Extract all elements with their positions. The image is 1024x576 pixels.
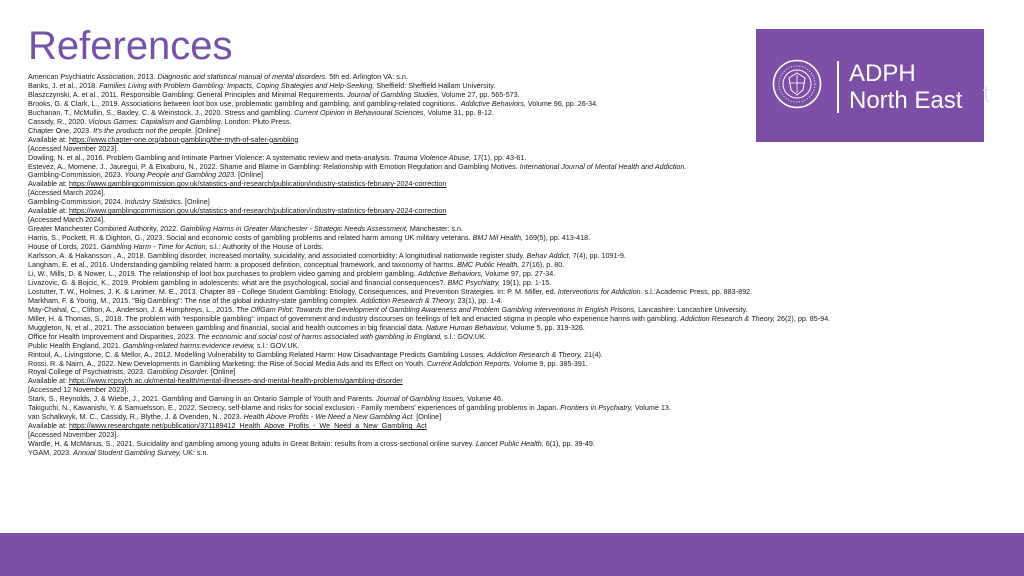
reference-text: Dowling, N. et al., 2016. Problem Gambling and Intimate Partner Violence: A systematic review and meta-analysis. <box>28 152 394 162</box>
footer-bar <box>0 533 1024 576</box>
reference-source-title: Journal of Gambling Studies, <box>347 89 440 99</box>
reference-text: [Online] <box>208 367 236 377</box>
reference-entry <box>28 136 968 145</box>
reference-link[interactable]: https://www.researchgate.net/publication/371189412_Health_Above_Profits_-_We_Need_a_New_Gambling_Act <box>69 421 427 431</box>
reference-text: Takiguchi, N., Kawanishi, Y. & Samuelsson, E., 2022. Secrecy, self-blame and risks for social exclusion - Family members' experiences of gambling problems in Japan. <box>28 403 561 413</box>
reference-entry <box>28 207 968 216</box>
reference-source-title: It's the products not the people. <box>93 125 194 135</box>
reference-text: [Online] <box>183 197 210 207</box>
reference-text: Gambling-Commission, 2024. <box>28 197 125 207</box>
reference-text: Royal College of Psychiatrists, 2023. <box>28 367 148 377</box>
reference-text: Volume 46. <box>465 394 504 404</box>
reference-text: Available at: <box>28 421 70 431</box>
reference-text: 7(4), pp. 1091-9. <box>570 251 626 261</box>
reference-source-title: BMC Public Health, <box>457 260 520 270</box>
reference-text: s.l.:Academic Press, pp. 883-892. <box>642 286 753 296</box>
reference-text: [Accessed March 2024]. <box>28 215 106 225</box>
reference-source-title: Lancet Public Health, <box>475 439 544 449</box>
reference-source-title: Nature Human Behaviour, <box>425 322 509 332</box>
reference-text: 169(5), pp. 413-418. <box>522 233 591 243</box>
reference-text: Rossi, R. & Nairn, A., 2022. New Developments in Gambling Marketing: the Rise of Social Media Ads and Its Effect on Youth. <box>28 358 427 368</box>
reference-source-title: The economic and social cost of harms associated with gambling in England, <box>197 331 443 341</box>
reference-text: Volume 97, pp. 27-34. <box>482 268 556 278</box>
reference-text: Rintoul, A., Livingstone, C. & Mellor, A., 2012. Modelling Vulnerability to Gambling Related Harm: How Disadvantage Predicts Gambling Losses. <box>28 349 488 359</box>
reference-source-title: Annual Student Gambling Survey, <box>73 448 181 458</box>
reference-text: [Online] <box>414 412 442 422</box>
reference-text: 19(1), pp. 1-15. <box>500 277 552 287</box>
reference-text: Lostutter, T. W., Holmes, J. K. & Larimer, M. E., 2013. Chapter 89 - College Student Gambling: Etiology, Consequences, and Prevention Strategies. In: P. M. Miller, ed. <box>28 286 558 296</box>
reference-text: s.l.: GOV.UK. <box>254 340 300 350</box>
reference-text: Cassidy, R., 2020. <box>28 116 89 126</box>
reference-entry <box>28 449 968 458</box>
logo-line-2: North East <box>849 87 963 114</box>
reference-text: Wardle, H. & McManus, S., 2021. Suicidality and gambling among young adults in Great Britain: results from a cross-sectional online survey. <box>28 439 476 449</box>
reference-text: Livazovic, G. & Bojcic, K., 2019. Problem gambling in adolescents: what are the psychological, social and financial consequences?. <box>28 277 448 287</box>
reference-text: Karlsson, A. & Hakansson , A., 2018. Gambling disorder, increased mortality, suicidality, and associated comorbidity: A longitudinal nationwide register study. <box>28 251 527 261</box>
reference-text: Lancashire: Lancashire University. <box>636 304 748 314</box>
reference-text: House of Lords, 2021. <box>28 242 101 252</box>
reference-source-title: Young People and Gambling 2023. <box>124 170 237 180</box>
reference-text: Gambling-Commission, 2023. <box>28 170 125 180</box>
reference-source-title: Addictive Behaviors, <box>460 98 526 108</box>
reference-text: 23(1), pp. 1-4. <box>455 295 503 305</box>
reference-text: s.l.: GOV.UK. <box>442 331 487 341</box>
reference-text: 26(2), pp. 85-94. <box>775 313 831 323</box>
reference-text: Volume 13. <box>632 403 671 413</box>
reference-source-title: Journal of Gambling Issues, <box>376 394 466 404</box>
reference-text: Volume 96, pp. 26-34. <box>525 98 599 108</box>
reference-text: Banks, J. et al., 2018. <box>28 80 100 90</box>
reference-text: Available at: <box>28 179 70 189</box>
reference-text: Office for Health Improvement and Disparities, 2023. <box>28 331 198 341</box>
reference-text: [Online] <box>193 125 220 135</box>
reference-source-title: The OffGam Pilot: Towards the Development of Gambling Awareness and Problem Gambling interventions in English Prisons, <box>236 304 637 314</box>
ghost-letter: t <box>983 81 990 108</box>
reference-text: Volume 27, pp. 565-573. <box>439 89 520 99</box>
reference-text: Volume 31, pp. 8-12. <box>425 107 494 117</box>
reference-link[interactable]: https://www.gamblingcommission.gov.uk/statistics-and-research/publication/industry-statistics-february-2024-correction <box>69 206 447 216</box>
reference-source-title: Behav Addict, <box>526 251 571 261</box>
reference-link[interactable]: https://www.rcpsych.ac.uk/mental-health/mental-illnesses-and-mental-health-problems/gambling-disorder <box>69 376 403 386</box>
reference-text: UK: s.n. <box>180 448 209 458</box>
reference-link[interactable]: https://www.gamblingcommission.gov.uk/statistics-and-research/publication/industry-statistics-february-2024-correction <box>69 179 447 189</box>
reference-text: [Accessed November 2023]. <box>28 430 119 440</box>
reference-text: 6(1), pp. 39-49. <box>543 439 595 449</box>
reference-source-title: Gambling Harms in Greater Manchester - Strategic Needs Assessment, <box>180 224 408 234</box>
reference-text: Buchanan, T., McMullin, S., Baxley, C. & Weinstock, J., 2020. Stress and gambling. <box>28 107 295 117</box>
reference-source-title: Gambling Harm - Time for Action, <box>100 242 208 252</box>
reference-source-title: Addictive Behaviors, <box>417 268 483 278</box>
reference-text: Estevez, A., Momene, J., Jauregui, P. & Etxaburu, N., 2022. Shame and Blame in Gambling: Relationship with Emotion Regulation and Gambling Motives. <box>28 161 520 171</box>
reference-text: Markham, F. & Young, M., 2015. "Big Gambling": The rise of the global industry-state gambling complex. <box>28 295 361 305</box>
reference-text: s.l.: Authority of the House of Lords. <box>207 242 324 252</box>
reference-entry <box>28 180 968 189</box>
page-title: References <box>28 24 233 68</box>
reference-source-title: Frontiers in Psychiatry, <box>560 403 633 413</box>
reference-text: Brooks, G. & Clark, L., 2019. Associations between loot box use, problematic gambling and gambling, and gambling-related cognitions.. <box>28 98 461 108</box>
reference-text: May-Chahal, C., Clifton, A., Anderson, J. & Humphreys, L., 2015. <box>28 304 237 314</box>
reference-text: Public Health England, 2021. <box>28 340 123 350</box>
reference-text: van Schalkwyk, M. C., Cassidy, R., Blythe, J. & Ovenden, N., 2023. <box>28 412 244 422</box>
reference-text: 27(16), p. 80. <box>519 260 565 270</box>
reference-text: Blaszczynski, A. et al., 2011. Responsible Gambling: General Principles and Minimal Requirements. <box>28 89 348 99</box>
reference-text: Volume 5, pp. 319-326. <box>508 322 585 332</box>
reference-text: [Accessed March 2024]. <box>28 188 106 198</box>
reference-text: Li, W., Mills, D. & Nower, L., 2019. The relationship of loot box purchases to problem video gaming and problem gambling. <box>28 268 418 278</box>
reference-text: London: Pluto Press. <box>222 116 292 126</box>
reference-source-title: International Journal of Mental Health and Addiction. <box>519 161 687 171</box>
reference-source-title: Vicious Games: Capitalism and Gambling. <box>88 116 223 126</box>
reference-entry <box>28 377 968 386</box>
reference-entry <box>28 422 968 431</box>
reference-text: Chapter One, 2023. <box>28 125 94 135</box>
reference-text: Stark, S., Reynolds, J. & Wiebe, J., 2021. Gambling and Gaming in an Ontario Sample of Youth and Parents. <box>28 394 376 404</box>
reference-text: Harris, S., Pockett, R. & Dighton, G., 2023. Social and economic costs of gambling problems and related harm among UK military veterans. <box>28 233 473 243</box>
reference-source-title: Addiction Research & Theory, <box>360 295 456 305</box>
reference-text: YGAM, 2023. <box>28 448 74 458</box>
reference-source-title: Gambling Disorder. <box>147 367 209 377</box>
reference-source-title: Families Living with Problem Gambling: Impacts, Coping Strategies and Help-Seeking, <box>99 80 375 90</box>
reference-source-title: Industry Statistics. <box>124 197 183 207</box>
logo-line-1: ADPH <box>849 60 916 87</box>
reference-source-title: Gambling-related harms:evidence review, <box>122 340 255 350</box>
reference-text: Volume 9, pp. 385-391. <box>511 358 588 368</box>
reference-text: 5th ed. Arlington VA: s.n. <box>327 72 408 81</box>
reference-text: Langham, E. et al., 2016. Understanding gambling related harm: a proposed defintion, conceptual framework, and taxonomy of harms. <box>28 260 458 270</box>
reference-text: [Online] <box>236 170 263 180</box>
reference-text: 21(4). <box>582 349 603 359</box>
reference-text: American Psychiatric Association, 2013. <box>28 72 158 81</box>
reference-link[interactable]: https://www.chapter-one.org/about-gambling/the-myth-of-safer-gambling <box>69 134 299 144</box>
reference-text: [Accessed November 2023]. <box>28 143 119 153</box>
reference-source-title: Addiction Research & Theory, <box>680 313 776 323</box>
reference-list <box>28 73 968 458</box>
reference-source-title: Interventions for Addiction. <box>557 286 643 296</box>
reference-text: Muggleton, N. et al., 2021. The association between gambling and financial, social and health outcomes in big financial data. <box>28 322 426 332</box>
reference-source-title: BMJ Mil Health, <box>472 233 523 243</box>
reference-source-title: Addiction Research & Theory, <box>487 349 583 359</box>
reference-text: 17(1), pp. 43-61. <box>471 152 527 162</box>
reference-source-title: Current Addiction Reports, <box>426 358 512 368</box>
reference-source-title: Health Above Profits - We Need a New Gambling Act. <box>243 412 415 422</box>
reference-text: Available at: <box>28 376 70 386</box>
reference-text: [Accessed 12 November 2023]. <box>28 385 129 395</box>
reference-source-title: BMC Psychiatry, <box>447 277 501 287</box>
reference-source-title: Current Opinion in Behavioural Sciences, <box>294 107 426 117</box>
reference-text: Manchester: s.n. <box>407 224 464 234</box>
reference-text: Miller, H. & Thomas, S., 2018. The problem with 'responsible gambling': impact of government and industry discourses on feelings of felt and enacted stigma in people who experience harms with gambling. <box>28 313 681 323</box>
reference-text: Available at: <box>28 134 70 144</box>
reference-text: Available at: <box>28 206 70 216</box>
reference-text: Greater Manchester Combined Authority, 2022. <box>28 224 181 234</box>
reference-source-title: Diagnostic and statistical manual of mental disorders. <box>157 72 328 81</box>
reference-text: Sheffield: Sheffield Hallam University. <box>374 80 496 90</box>
reference-source-title: Trauma Violence Abuse, <box>393 152 472 162</box>
